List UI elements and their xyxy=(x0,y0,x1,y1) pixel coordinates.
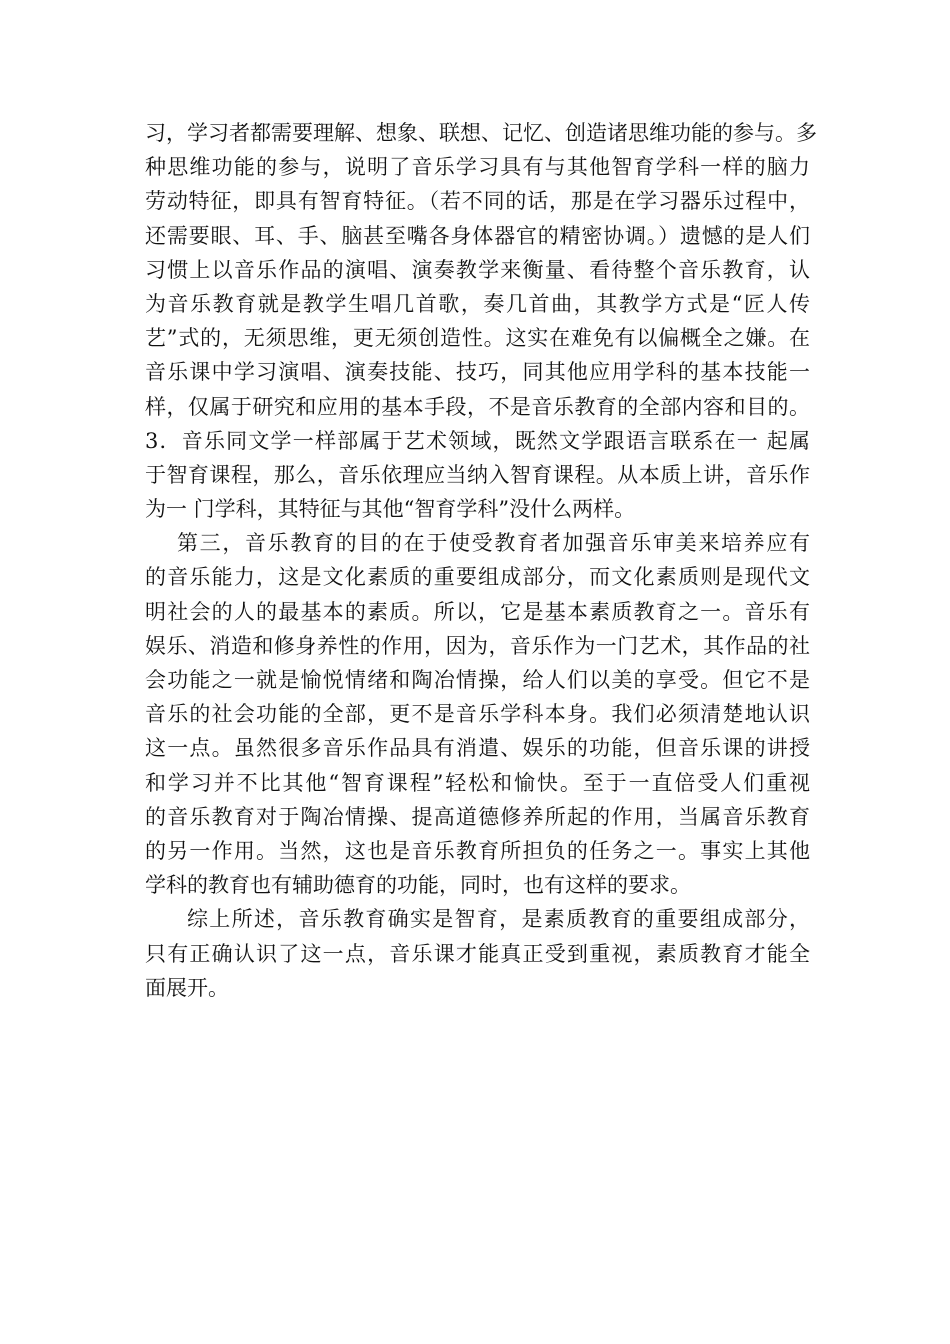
text-line: 明社会的人的最基本的素质。所以，它是基本素质教育之一。音乐有 xyxy=(145,599,810,624)
text-line: 第三，音乐教育的目的在于使受教育者加强音乐审美来培养应有 xyxy=(177,531,810,556)
text-line: 综上所述，音乐教育确实是智育，是素质教育的重要组成部分， xyxy=(187,907,810,932)
text-line: 会功能之一就是愉悦情绪和陶冶情操，给人们以美的享受。但它不是 xyxy=(145,668,810,692)
text-line: 还需要眼、耳、手、脑甚至嘴各身体器官的精密协调。）遗憾的是人们 xyxy=(145,223,810,248)
text-line: 音乐课中学习演唱、演奏技能、技巧，同其他应用学科的基本技能一 xyxy=(145,360,810,385)
text-line: 的音乐能力，这是文化素质的重要组成部分，而文化素质则是现代文 xyxy=(145,565,810,590)
text-line: 种思维功能的参与，说明了音乐学习具有与其他智育学科一样的脑力 xyxy=(145,155,810,180)
text-line: 的另一作用。当然，这也是音乐教育所担负的任务之一。事实上其他 xyxy=(145,838,810,863)
text-line: 劳动特征，即具有智育特征。（若不同的话，那是在学习器乐过程中， xyxy=(145,189,810,214)
text-line: 和学习并不比其他“智育课程”轻松和愉快。至于一直倍受人们重视 xyxy=(145,770,810,795)
text-line: 样，仅属于研究和应用的基本手段，不是音乐教育的全部内容和目的。 xyxy=(145,394,810,419)
text-line: 学科的教育也有辅助德育的功能，同时，也有这样的要求。 xyxy=(145,873,691,898)
text-line: 3．音乐同文学一样部属于艺术领域，既然文学跟语言联系在一 起属 xyxy=(145,428,810,453)
text-line: 这一点。虽然很多音乐作品具有消遣、娱乐的功能，但音乐课的讲授 xyxy=(145,736,810,761)
text-line: 的音乐教育对于陶冶情操、提高道德修养所起的作用，当属音乐教育 xyxy=(145,804,810,829)
text-line: 习，学习者都需要理解、想象、联想、记忆、创造诸思维功能的参与。多 xyxy=(145,121,817,145)
text-line: 于智育课程，那么，音乐依理应当纳入智育课程。从本质上讲，音乐作 xyxy=(145,462,810,487)
text-line: 娱乐、消造和修身养性的作用，因为，音乐作为一门艺术，其作品的社 xyxy=(145,633,810,658)
text-line: 只有正确认识了这一点，音乐课才能真正受到重视，素质教育才能全 xyxy=(145,941,810,966)
text-line: 习惯上以音乐作品的演唱、演奏教学来衡量、看待整个音乐教育，认 xyxy=(145,257,810,282)
text-line: 面展开。 xyxy=(145,975,229,1000)
text-line: 艺”式的，无须思维，更无须创造性。这实在难免有以偏概全之嫌。在 xyxy=(145,326,810,351)
text-line: 为音乐教育就是教学生唱几首歌，奏几首曲，其教学方式是“匠人传 xyxy=(145,291,810,316)
text-line: 音乐的社会功能的全部，更不是音乐学科本身。我们必须清楚地认识 xyxy=(145,702,810,727)
document-body xyxy=(145,116,817,1005)
text-line: 为一 门学科，其特征与其他“智育学科”没什么两样。 xyxy=(145,497,636,522)
